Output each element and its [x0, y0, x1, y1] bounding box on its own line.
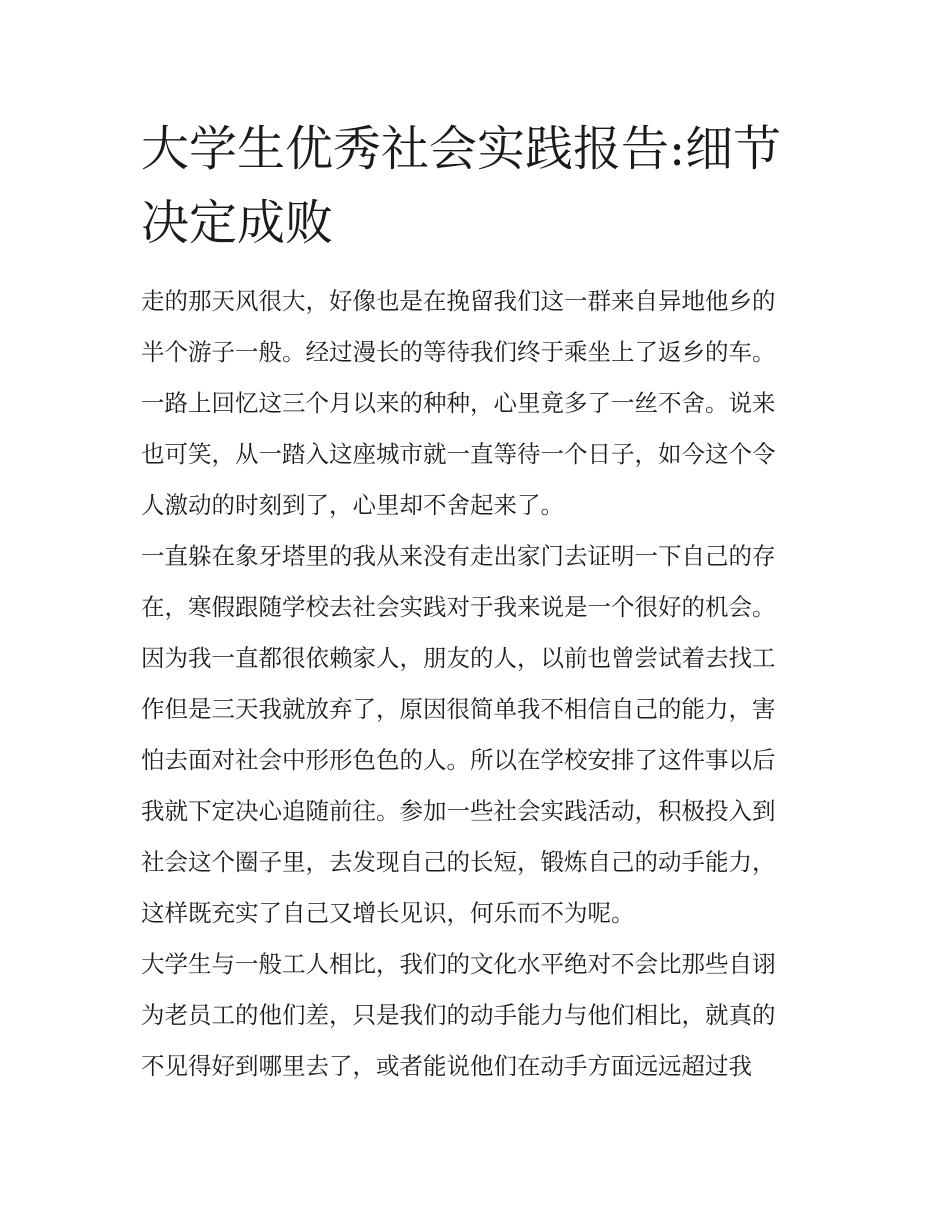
paragraph-line: 因为我一直都很依赖家人，朋友的人，以前也曾尝试着去找工	[141, 644, 776, 672]
paragraph-line: 走的那天风很大，好像也是在挽留我们这一群来自异地他乡的	[141, 287, 776, 315]
title-line-1: 大学生优秀社会实践报告:细节	[141, 121, 782, 177]
paragraph-line: 在，寒假跟随学校去社会实践对于我来说是一个很好的机会。	[141, 593, 776, 621]
paragraph-line: 不见得好到哪里去了，或者能说他们在动手方面远远超过我	[141, 1052, 752, 1080]
paragraph-line: 人激动的时刻到了，心里却不舍起来了。	[141, 491, 564, 519]
paragraph-line: 一路上回忆这三个月以来的种种，心里竟多了一丝不舍。说来	[141, 389, 776, 417]
paragraph-line: 也可笑，从一踏入这座城市就一直等待一个日子，如今这个令	[141, 440, 776, 468]
page-title	[141, 112, 813, 260]
title-line-2: 决定成败	[141, 195, 334, 251]
paragraph-line: 社会这个圈子里，去发现自己的长短，锻炼自己的动手能力，	[141, 848, 776, 876]
paragraph-line: 怕去面对社会中形形色色的人。所以在学校安排了这件事以后	[141, 746, 776, 774]
paragraph-line: 大学生与一般工人相比，我们的文化水平绝对不会比那些自诩	[141, 950, 776, 978]
paragraph-1	[141, 276, 813, 531]
paragraph-line: 一直躲在象牙塔里的我从来没有走出家门去证明一下自己的存	[141, 542, 776, 570]
paragraph-line: 半个游子一般。经过漫长的等待我们终于乘坐上了返乡的车。	[141, 338, 776, 366]
paragraph-3	[141, 939, 813, 1092]
paragraph-line: 作但是三天我就放弃了，原因很简单我不相信自己的能力，害	[141, 695, 776, 723]
document-body	[141, 112, 813, 1092]
paragraph-line: 为老员工的他们差，只是我们的动手能力与他们相比，就真的	[141, 1001, 776, 1029]
paragraph-line: 我就下定决心追随前往。参加一些社会实践活动，积极投入到	[141, 797, 776, 825]
paragraph-2	[141, 531, 813, 939]
paragraph-line: 这样既充实了自己又增长见识，何乐而不为呢。	[141, 899, 635, 927]
